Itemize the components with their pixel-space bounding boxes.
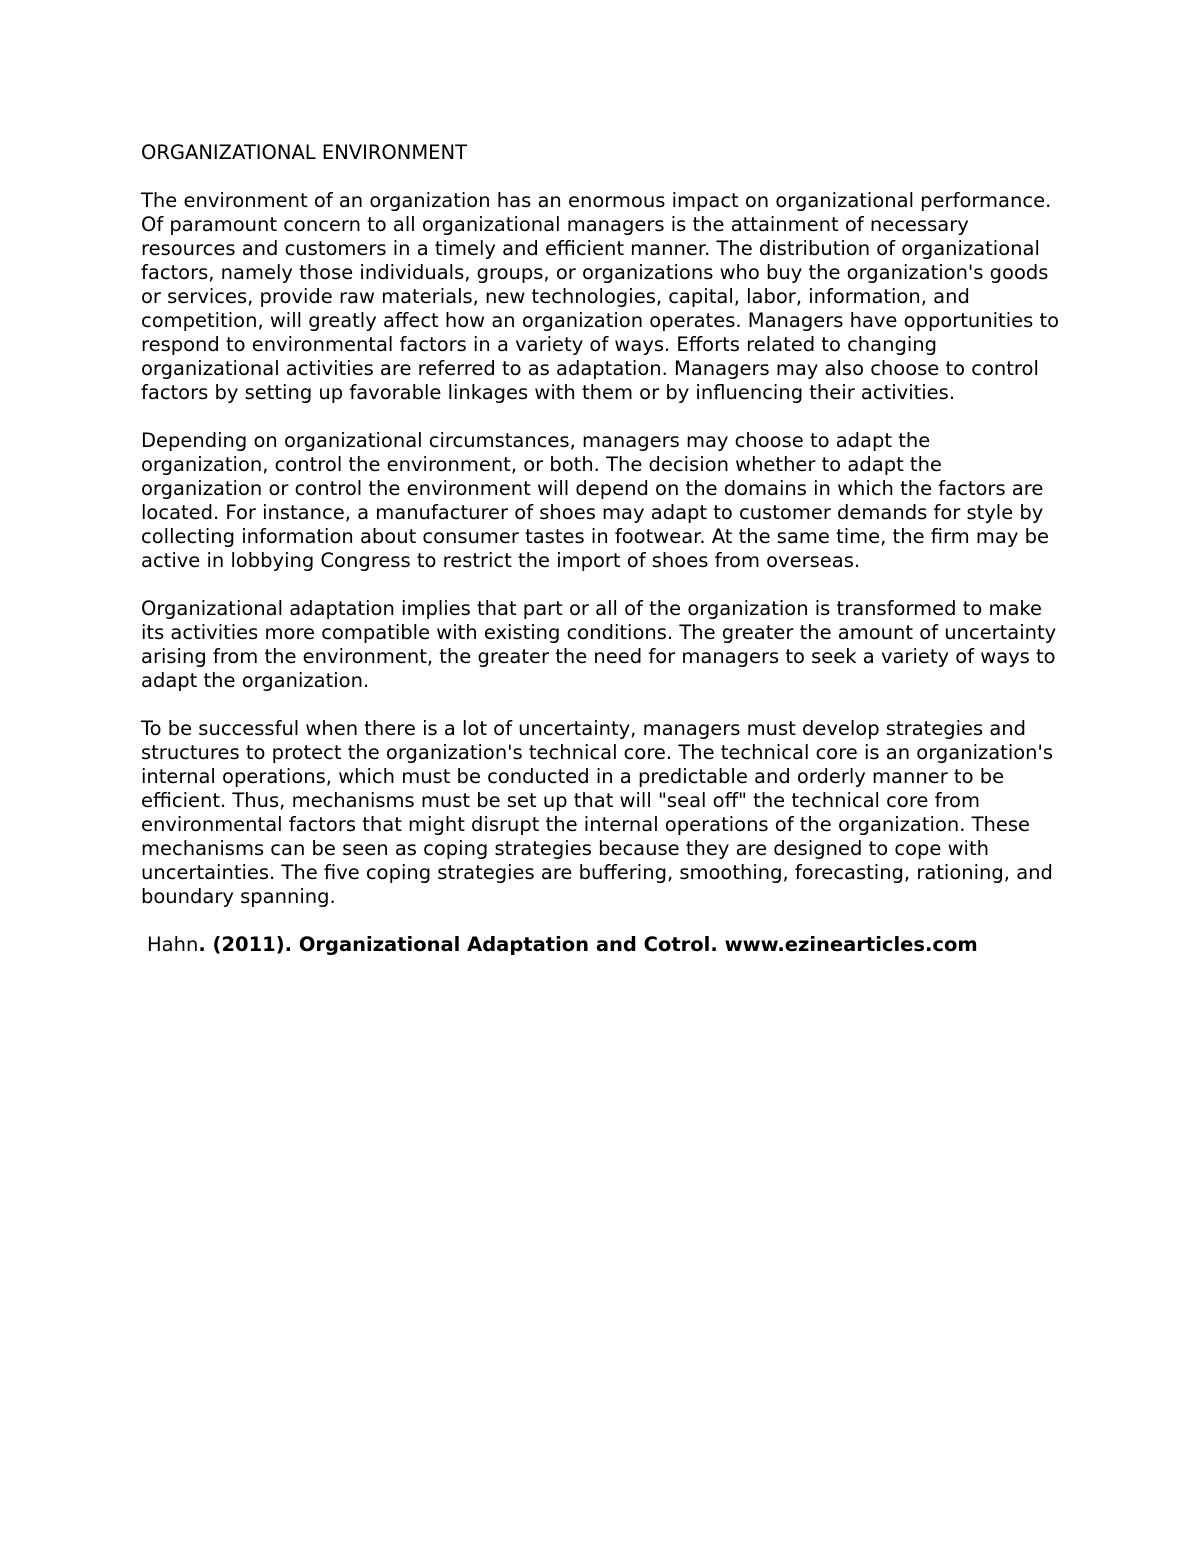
citation-details: . (2011). Organizational Adaptation and Cotrol. www.ezinearticles.com [198, 933, 978, 956]
paragraph-1: The environment of an organization has an enormous impact on organizational performance. Of paramount concern to all organizational managers is the attainment of necessary resources and customers in a timely and efficient manner. The distribution of organizational factors, namely those individuals, groups, or organizations who buy the organization's goods or services, provide raw materials, new technologies, capital, labor, information, and competition, will greatly affect how an organization operates. Managers have opportunities to respond to environmental factors in a variety of ways. Efforts related to changing organizational activities are referred to as adaptation. Managers may also choose to control factors by setting up favorable linkages with them or by influencing their activities. [141, 189, 1060, 404]
paragraph-2: Depending on organizational circumstances, managers may choose to adapt the organization, control the environment, or both. The decision whether to adapt the organization or control the environment will depend on the domains in which the factors are located. For instance, a manufacturer of shoes may adapt to customer demands for style by collecting information about consumer tastes in footwear. At the same time, the firm may be active in lobbying Congress to restrict the import of shoes from overseas. [141, 429, 1049, 572]
citation [141, 933, 1061, 957]
document-title: ORGANIZATIONAL ENVIRONMENT [141, 141, 467, 164]
paragraph-3: Organizational adaptation implies that part or all of the organization is transformed to make its activities more compatible with existing conditions. The greater the amount of uncertainty arising from the environment, the greater the need for managers to seek a variety of ways to adapt the organization. [141, 597, 1057, 692]
paragraph-4: To be successful when there is a lot of uncertainty, managers must develop strategies and structures to protect the organization's technical core. The technical core is an organization's internal operations, which must be conducted in a predictable and orderly manner to be efficient. Thus, mechanisms must be set up that will "seal off" the technical core from environmental factors that might disrupt the internal operations of the organization. These mechanisms can be seen as coping strategies because they are designed to cope with uncertainties. The five coping strategies are buffering, smoothing, forecasting, rationing, and boundary spanning. [141, 717, 1054, 908]
document-body [141, 141, 1061, 957]
citation-author: Hahn [147, 933, 199, 956]
